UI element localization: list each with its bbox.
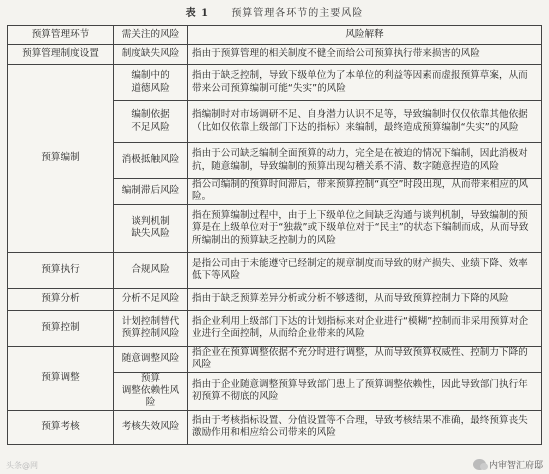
risk-cell: 编制滞后风险	[114, 179, 188, 205]
risk-cell: 随意调整风险	[114, 346, 188, 372]
explain-cell: 指编制时对市场调研不足、自身潜力认识不足等，导致编制时仅仅依靠其他依据（比如仅依靠上级部门下达的指标）来编制，最终造成预算编制“失实”的风险	[188, 101, 542, 143]
risk-cell: 编制依据 不足风险	[114, 101, 188, 143]
stage-cell: 预算管理制度设置	[8, 45, 114, 65]
risk-cell: 预算 调整依赖性风险	[114, 372, 188, 410]
header-risk: 需关注的风险	[114, 26, 188, 45]
table-row	[8, 65, 542, 101]
table-row	[8, 346, 542, 372]
explain-cell: 指由于缺乏控制，导致下级单位为了本单位的利益等因素而虚报预算草案，从而带来公司预算编制可能“失实”的风险	[188, 65, 542, 101]
risk-cell: 编制中的 道德风险	[114, 65, 188, 101]
risk-cell: 考核失效风险	[114, 410, 188, 444]
table-row	[8, 410, 542, 444]
table-title: 预算管理各环节的主要风险	[231, 8, 364, 19]
header-explain: 风险解释	[188, 26, 542, 45]
explain-cell: 指由于考核指标设置、分值设置等不合理，导致考核结果不准确，最终预算丧失激励作用和相应给公司带来的风险	[188, 410, 542, 444]
explain-cell: 指由于公司缺乏编制全面预算的动力，完全是在被迫的情况下编制，因此消极对抗，随意编制，导致编制的预算出现勾稽关系不清、数字随意捏造的风险	[188, 143, 542, 179]
header-row	[8, 26, 542, 45]
explain-cell: 指由于预算管理的相关制度不健全而给公司预算执行带来损害的风险	[188, 45, 542, 65]
table-row	[8, 288, 542, 310]
risk-table	[7, 25, 542, 445]
header-stage: 预算管理环节	[8, 26, 114, 45]
table-row	[8, 310, 542, 346]
stage-cell: 预算控制	[8, 310, 114, 346]
wechat-icon	[473, 459, 486, 470]
stage-cell: 预算考核	[8, 410, 114, 444]
watermark-left: 头条@网	[6, 461, 38, 470]
risk-cell: 计划控制替代 预算控制风险	[114, 310, 188, 346]
risk-cell: 谈判机制 缺失风险	[114, 204, 188, 252]
stage-cell: 预算分析	[8, 288, 114, 310]
risk-cell: 分析不足风险	[114, 288, 188, 310]
table-number: 表 1	[185, 8, 210, 19]
explain-cell: 指企业利用上级部门下达的计划指标来对企业进行“模糊”控制而非采用预算对企业进行全面控制，从而给企业带来的风险	[188, 310, 542, 346]
explain-cell: 指由于缺乏预算差异分析或分析不够透彻，从而导致预算控制力下降的风险	[188, 288, 542, 310]
table-row	[8, 45, 542, 65]
table-row	[8, 252, 542, 288]
risk-cell: 合规风险	[114, 252, 188, 288]
explain-cell: 是指公司由于未能遵守已经制定的规章制度而导致的财产损失、业绩下降、效率低下等风险	[188, 252, 542, 288]
explain-cell: 指在预算编制过程中，由于上下级单位之间缺乏沟通与谈判机制，导致编制的预算是在上级单位对于“独裁”或下级单位对于“民主”的状态下编制而成，从而导致所编制出的预算缺乏控制力的风险	[188, 204, 542, 252]
stage-cell: 预算调整	[8, 346, 114, 410]
stage-cell: 预算执行	[8, 252, 114, 288]
explain-cell: 指企业在预算调整依据不充分时进行调整，从而导致预算权威性、控制力下降的风险	[188, 346, 542, 372]
explain-cell: 指由于企业随意调整预算导致部门患上了预算调整依赖性，因此导致部门执行年初预算不彻底的风险	[188, 372, 542, 410]
risk-cell: 制度缺失风险	[114, 45, 188, 65]
watermark-right-label: 内审智汇府邸	[488, 461, 543, 471]
explain-cell: 指公司编制的预算时间滞后，带来预算控制“真空”时段出现，从而带来相应的风险。	[188, 179, 542, 205]
stage-cell: 预算编制	[8, 65, 114, 253]
table-caption	[0, 4, 549, 22]
watermark-right	[473, 458, 543, 471]
risk-cell: 消极抵触风险	[114, 143, 188, 179]
